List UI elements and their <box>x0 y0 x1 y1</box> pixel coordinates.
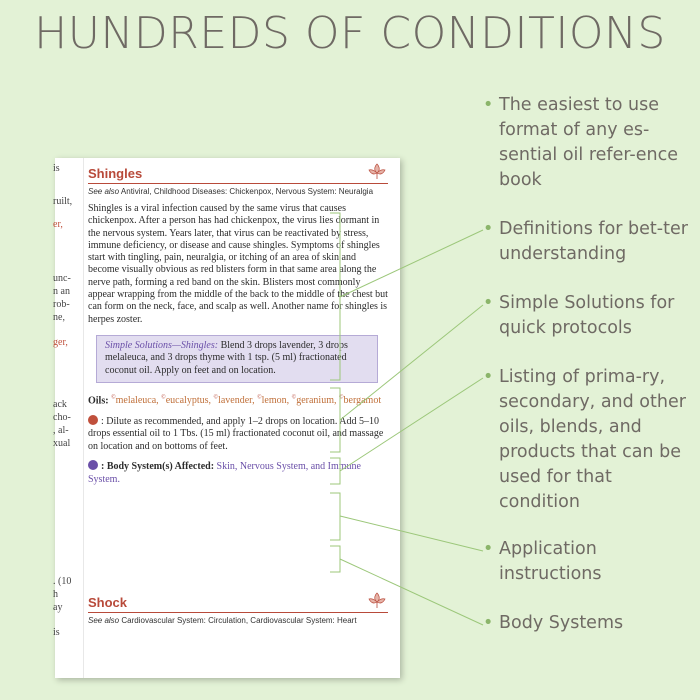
callout-text: Body Systems <box>499 613 624 633</box>
prev-column-line: , al- <box>53 425 69 436</box>
application-instructions <box>88 415 388 454</box>
callout-format <box>483 93 688 193</box>
callout-simple-solutions <box>483 291 688 341</box>
callout-oils-listing <box>483 365 688 515</box>
oil-item: ©lavender, <box>213 394 255 407</box>
bullet-icon: • <box>483 95 494 115</box>
flower-icon <box>366 162 388 180</box>
callout-text: The easiest to use format of any es-sential oil refer-ence book <box>499 95 678 190</box>
oil-item: ©geranium, <box>291 394 337 407</box>
bullet-icon: • <box>483 219 494 239</box>
entry-shock <box>88 595 388 626</box>
body-systems-icon <box>88 460 98 470</box>
prev-column-line: is <box>53 627 60 638</box>
bullet-icon: • <box>483 539 494 559</box>
book-page <box>55 158 400 678</box>
prev-column-line: er, <box>53 219 63 230</box>
prev-column-line: cho- <box>53 412 71 423</box>
definition-text: Shingles is a viral infection caused by the same virus that causes chickenpox. After a person has had chickenpox, the virus lies dormant in the nervous system. Years later, that virus can be reactivated by stress, immune deficiency, or disease and cause shingles. Symptoms of shingles start with tingling, pain, neuralgia, or itching of an area of skin and become visually obvious as red blisters form in that same area along the nerve path, forming a red band on the skin. Blisters most commonly appear wrapping from the middle of the back to the middle of the chest but can form on the neck, face, and scalp as well. Another name for shingles is herpes zoster. <box>88 203 388 325</box>
callout-text: Application instructions <box>499 539 602 584</box>
entry-title-text: Shingles <box>88 166 143 181</box>
entry-shingles <box>88 166 388 486</box>
body-systems-text: Skin, Nervous System, and Immune System. <box>88 461 361 485</box>
prev-column-line: ack <box>53 399 67 410</box>
body-systems-label: : Body System(s) Affected: <box>101 461 215 473</box>
prev-column-line: rob- <box>53 299 70 310</box>
see-also <box>88 616 388 626</box>
entry-title <box>88 166 388 184</box>
prev-column-line: ne, <box>53 312 65 323</box>
callout-body-systems <box>483 611 688 636</box>
prev-column-line: unc- <box>53 273 71 284</box>
callout-text: Simple Solutions for quick protocols <box>499 293 675 338</box>
bullet-icon: • <box>483 613 494 633</box>
see-also-prefix: See also <box>88 616 120 625</box>
see-also <box>88 187 388 197</box>
see-also-prefix: See also <box>88 187 120 196</box>
oils-label: Oils: <box>88 395 109 407</box>
oil-item: ©lemon, <box>257 394 290 407</box>
see-also-text: Antiviral, Childhood Diseases: Chickenpox, Nervous System: Neuralgia <box>120 187 374 196</box>
prev-column-line: xual <box>53 438 71 449</box>
previous-column <box>55 158 80 678</box>
prev-column-line: ruilt, <box>53 196 73 207</box>
entry-title <box>88 595 388 613</box>
simple-solutions-text: Blend 3 drops lavender, 3 drops melaleuca, and 3 drops thyme with 1 tsp. (5 ml) fractionated coconut oil. Apply on feet and on location. <box>105 339 348 376</box>
body-systems <box>88 460 388 486</box>
column-gutter <box>83 158 84 678</box>
simple-solutions-box <box>96 335 378 383</box>
prev-column-line: . (10 <box>53 576 72 587</box>
callout-definitions <box>483 217 688 267</box>
prev-column-line: ger, <box>53 337 68 348</box>
flower-icon <box>366 591 388 609</box>
callout-text: Listing of prima-ry, secondary, and other oils, blends, and products that can be used for that condition <box>499 367 686 512</box>
callout-text: Definitions for bet-ter understanding <box>499 219 688 264</box>
oil-item: ©bergamot <box>338 394 382 407</box>
prev-column-line: is <box>53 163 60 174</box>
see-also-text: Cardiovascular System: Circulation, Cardiovascular System: Heart <box>121 616 357 625</box>
headline: HUNDREDS OF CONDITIONS <box>34 8 666 59</box>
application-icon <box>88 415 98 425</box>
entry-title-text: Shock <box>88 595 128 610</box>
callout-application <box>483 537 688 587</box>
prev-column-line: h <box>53 589 58 600</box>
prev-column-line: n an <box>53 286 70 297</box>
oil-item: ©eucalyptus, <box>161 394 211 407</box>
simple-solutions-title: Simple Solutions—Shingles: <box>105 339 219 351</box>
bullet-icon: • <box>483 367 494 387</box>
oil-item: ©melaleuca, <box>111 394 159 407</box>
oils-list <box>88 392 388 408</box>
application-text: : Dilute as recommended, and apply 1–2 drops on location. Add 5–10 drops essential oil to 1 Tbs. (15 ml) fractionated coconut oil, and massage on location and on bottoms of feet. <box>88 415 384 452</box>
prev-column-line: ay <box>53 602 63 613</box>
bullet-icon: • <box>483 293 494 313</box>
